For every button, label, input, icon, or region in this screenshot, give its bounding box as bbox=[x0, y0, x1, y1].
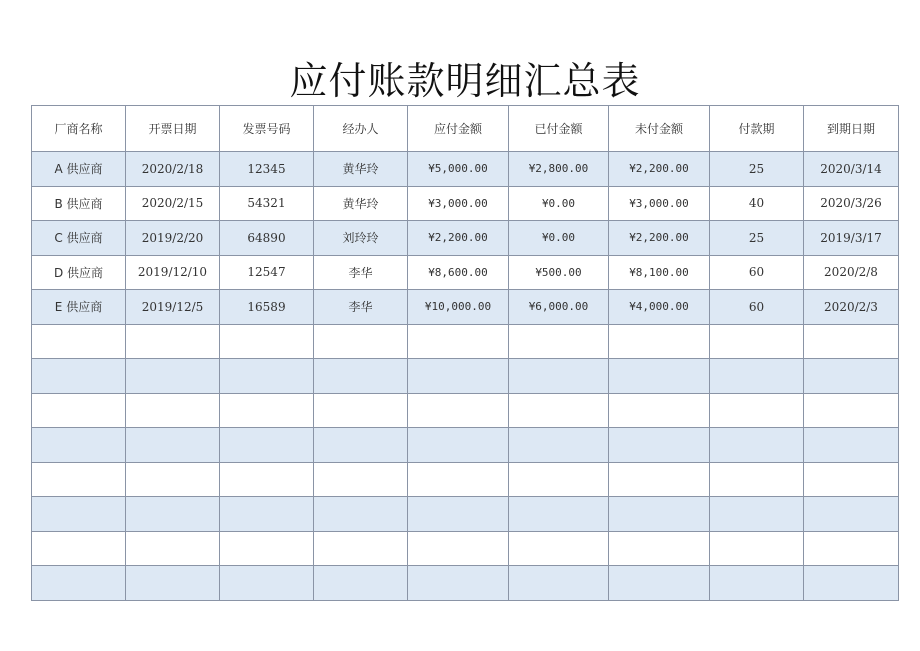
invoice-number-cell[interactable] bbox=[220, 462, 314, 497]
invoice-number-cell[interactable] bbox=[220, 566, 314, 601]
invoice-number-cell[interactable] bbox=[220, 428, 314, 463]
due-date-cell[interactable] bbox=[804, 462, 899, 497]
vendor-name-cell[interactable]: A 供应商 bbox=[32, 152, 126, 187]
payables-table bbox=[31, 105, 899, 601]
vendor-name-cell[interactable] bbox=[32, 393, 126, 428]
header-vendor-name: 厂商名称 bbox=[32, 106, 126, 152]
amount-unpaid-cell[interactable] bbox=[609, 428, 710, 463]
table-row bbox=[32, 566, 899, 601]
amount-unpaid-cell[interactable]: ¥3,000.00 bbox=[609, 186, 710, 221]
table-row bbox=[32, 428, 899, 463]
due-date-cell[interactable] bbox=[804, 359, 899, 394]
table-row bbox=[32, 462, 899, 497]
table-row bbox=[32, 186, 899, 221]
due-date-cell[interactable]: 2019/3/17 bbox=[804, 221, 899, 256]
invoice-date-cell[interactable] bbox=[126, 393, 220, 428]
table-row bbox=[32, 497, 899, 532]
amount-unpaid-cell[interactable] bbox=[609, 531, 710, 566]
payment-term-cell[interactable] bbox=[710, 393, 804, 428]
amount-unpaid-cell[interactable] bbox=[609, 497, 710, 532]
vendor-name-cell[interactable] bbox=[32, 428, 126, 463]
table-row bbox=[32, 393, 899, 428]
table-row bbox=[32, 531, 899, 566]
payment-term-cell[interactable] bbox=[710, 531, 804, 566]
table-row bbox=[32, 324, 899, 359]
invoice-number-cell[interactable] bbox=[220, 531, 314, 566]
handler-cell[interactable] bbox=[314, 428, 408, 463]
amount-unpaid-cell[interactable]: ¥8,100.00 bbox=[609, 255, 710, 290]
invoice-date-cell[interactable] bbox=[126, 497, 220, 532]
header-amount-paid: 已付金额 bbox=[509, 106, 609, 152]
payment-term-cell[interactable]: 60 bbox=[710, 290, 804, 325]
amount-unpaid-cell[interactable] bbox=[609, 393, 710, 428]
handler-cell[interactable] bbox=[314, 324, 408, 359]
invoice-number-cell[interactable]: 54321 bbox=[220, 186, 314, 221]
amount-payable-cell[interactable] bbox=[408, 566, 509, 601]
amount-payable-cell[interactable] bbox=[408, 462, 509, 497]
vendor-name-cell[interactable] bbox=[32, 324, 126, 359]
header-amount-unpaid: 未付金额 bbox=[609, 106, 710, 152]
amount-unpaid-cell[interactable] bbox=[609, 462, 710, 497]
table-row bbox=[32, 152, 899, 187]
amount-payable-cell[interactable] bbox=[408, 324, 509, 359]
due-date-cell[interactable] bbox=[804, 393, 899, 428]
amount-paid-cell[interactable]: ¥500.00 bbox=[509, 255, 609, 290]
amount-paid-cell[interactable]: ¥6,000.00 bbox=[509, 290, 609, 325]
handler-cell[interactable]: 李华 bbox=[314, 255, 408, 290]
vendor-name-cell[interactable] bbox=[32, 497, 126, 532]
header-handler: 经办人 bbox=[314, 106, 408, 152]
header-invoice-number: 发票号码 bbox=[220, 106, 314, 152]
vendor-name-cell[interactable] bbox=[32, 566, 126, 601]
table-row bbox=[32, 255, 899, 290]
payment-term-cell[interactable] bbox=[710, 497, 804, 532]
invoice-date-cell[interactable]: 2020/2/18 bbox=[126, 152, 220, 187]
due-date-cell[interactable] bbox=[804, 324, 899, 359]
amount-paid-cell[interactable] bbox=[509, 359, 609, 394]
amount-payable-cell[interactable]: ¥5,000.00 bbox=[408, 152, 509, 187]
payment-term-cell[interactable] bbox=[710, 462, 804, 497]
vendor-name-cell[interactable] bbox=[32, 359, 126, 394]
handler-cell[interactable] bbox=[314, 462, 408, 497]
invoice-number-cell[interactable]: 16589 bbox=[220, 290, 314, 325]
handler-cell[interactable]: 刘玲玲 bbox=[314, 221, 408, 256]
invoice-date-cell[interactable] bbox=[126, 359, 220, 394]
header-invoice-date: 开票日期 bbox=[126, 106, 220, 152]
handler-cell[interactable] bbox=[314, 359, 408, 394]
handler-cell[interactable]: 黄华玲 bbox=[314, 152, 408, 187]
invoice-date-cell[interactable] bbox=[126, 566, 220, 601]
handler-cell[interactable] bbox=[314, 566, 408, 601]
vendor-name-cell[interactable]: D 供应商 bbox=[32, 255, 126, 290]
due-date-cell[interactable] bbox=[804, 497, 899, 532]
invoice-number-cell[interactable] bbox=[220, 497, 314, 532]
due-date-cell[interactable] bbox=[804, 566, 899, 601]
payment-term-cell[interactable] bbox=[710, 324, 804, 359]
amount-paid-cell[interactable]: ¥2,800.00 bbox=[509, 152, 609, 187]
amount-paid-cell[interactable] bbox=[509, 428, 609, 463]
amount-payable-cell[interactable] bbox=[408, 428, 509, 463]
amount-payable-cell[interactable]: ¥10,000.00 bbox=[408, 290, 509, 325]
invoice-date-cell[interactable] bbox=[126, 428, 220, 463]
payment-term-cell[interactable] bbox=[710, 428, 804, 463]
header-due-date: 到期日期 bbox=[804, 106, 899, 152]
header-amount-payable: 应付金额 bbox=[408, 106, 509, 152]
due-date-cell[interactable]: 2020/3/14 bbox=[804, 152, 899, 187]
vendor-name-cell[interactable] bbox=[32, 531, 126, 566]
due-date-cell[interactable]: 2020/2/3 bbox=[804, 290, 899, 325]
invoice-date-cell[interactable]: 2019/12/10 bbox=[126, 255, 220, 290]
handler-cell[interactable]: 黄华玲 bbox=[314, 186, 408, 221]
header-payment-term: 付款期 bbox=[710, 106, 804, 152]
invoice-number-cell[interactable] bbox=[220, 359, 314, 394]
amount-payable-cell[interactable]: ¥3,000.00 bbox=[408, 186, 509, 221]
handler-cell[interactable] bbox=[314, 531, 408, 566]
vendor-name-cell[interactable]: E 供应商 bbox=[32, 290, 126, 325]
amount-paid-cell[interactable] bbox=[509, 566, 609, 601]
invoice-number-cell[interactable] bbox=[220, 324, 314, 359]
invoice-number-cell[interactable] bbox=[220, 393, 314, 428]
amount-unpaid-cell[interactable] bbox=[609, 324, 710, 359]
amount-payable-cell[interactable] bbox=[408, 393, 509, 428]
vendor-name-cell[interactable]: C 供应商 bbox=[32, 221, 126, 256]
invoice-number-cell[interactable]: 12345 bbox=[220, 152, 314, 187]
invoice-date-cell[interactable]: 2019/12/5 bbox=[126, 290, 220, 325]
page-title: 应付账款明细汇总表 bbox=[289, 59, 641, 103]
amount-payable-cell[interactable] bbox=[408, 359, 509, 394]
payment-term-cell[interactable]: 60 bbox=[710, 255, 804, 290]
amount-paid-cell[interactable]: ¥0.00 bbox=[509, 186, 609, 221]
amount-paid-cell[interactable] bbox=[509, 462, 609, 497]
due-date-cell[interactable]: 2020/3/26 bbox=[804, 186, 899, 221]
invoice-date-cell[interactable] bbox=[126, 462, 220, 497]
invoice-number-cell[interactable]: 12547 bbox=[220, 255, 314, 290]
amount-payable-cell[interactable] bbox=[408, 497, 509, 532]
amount-paid-cell[interactable] bbox=[509, 393, 609, 428]
vendor-name-cell[interactable] bbox=[32, 462, 126, 497]
handler-cell[interactable]: 李华 bbox=[314, 290, 408, 325]
payment-term-cell[interactable]: 40 bbox=[710, 186, 804, 221]
invoice-date-cell[interactable] bbox=[126, 324, 220, 359]
invoice-number-cell[interactable]: 64890 bbox=[220, 221, 314, 256]
due-date-cell[interactable] bbox=[804, 428, 899, 463]
amount-paid-cell[interactable] bbox=[509, 531, 609, 566]
table-header-row bbox=[32, 106, 899, 152]
amount-paid-cell[interactable] bbox=[509, 497, 609, 532]
amount-payable-cell[interactable]: ¥8,600.00 bbox=[408, 255, 509, 290]
amount-paid-cell[interactable]: ¥0.00 bbox=[509, 221, 609, 256]
amount-payable-cell[interactable] bbox=[408, 531, 509, 566]
payment-term-cell[interactable]: 25 bbox=[710, 152, 804, 187]
payment-term-cell[interactable] bbox=[710, 359, 804, 394]
table-row bbox=[32, 359, 899, 394]
invoice-date-cell[interactable] bbox=[126, 531, 220, 566]
handler-cell[interactable] bbox=[314, 393, 408, 428]
payment-term-cell[interactable] bbox=[710, 566, 804, 601]
due-date-cell[interactable]: 2020/2/8 bbox=[804, 255, 899, 290]
table-row bbox=[32, 221, 899, 256]
amount-paid-cell[interactable] bbox=[509, 324, 609, 359]
amount-unpaid-cell[interactable]: ¥2,200.00 bbox=[609, 152, 710, 187]
amount-payable-cell[interactable]: ¥2,200.00 bbox=[408, 221, 509, 256]
invoice-date-cell[interactable]: 2020/2/15 bbox=[126, 186, 220, 221]
handler-cell[interactable] bbox=[314, 497, 408, 532]
table-row bbox=[32, 290, 899, 325]
amount-unpaid-cell[interactable]: ¥4,000.00 bbox=[609, 290, 710, 325]
amount-unpaid-cell[interactable]: ¥2,200.00 bbox=[609, 221, 710, 256]
invoice-date-cell[interactable]: 2019/2/20 bbox=[126, 221, 220, 256]
payment-term-cell[interactable]: 25 bbox=[710, 221, 804, 256]
vendor-name-cell[interactable]: B 供应商 bbox=[32, 186, 126, 221]
due-date-cell[interactable] bbox=[804, 531, 899, 566]
amount-unpaid-cell[interactable] bbox=[609, 359, 710, 394]
amount-unpaid-cell[interactable] bbox=[609, 566, 710, 601]
